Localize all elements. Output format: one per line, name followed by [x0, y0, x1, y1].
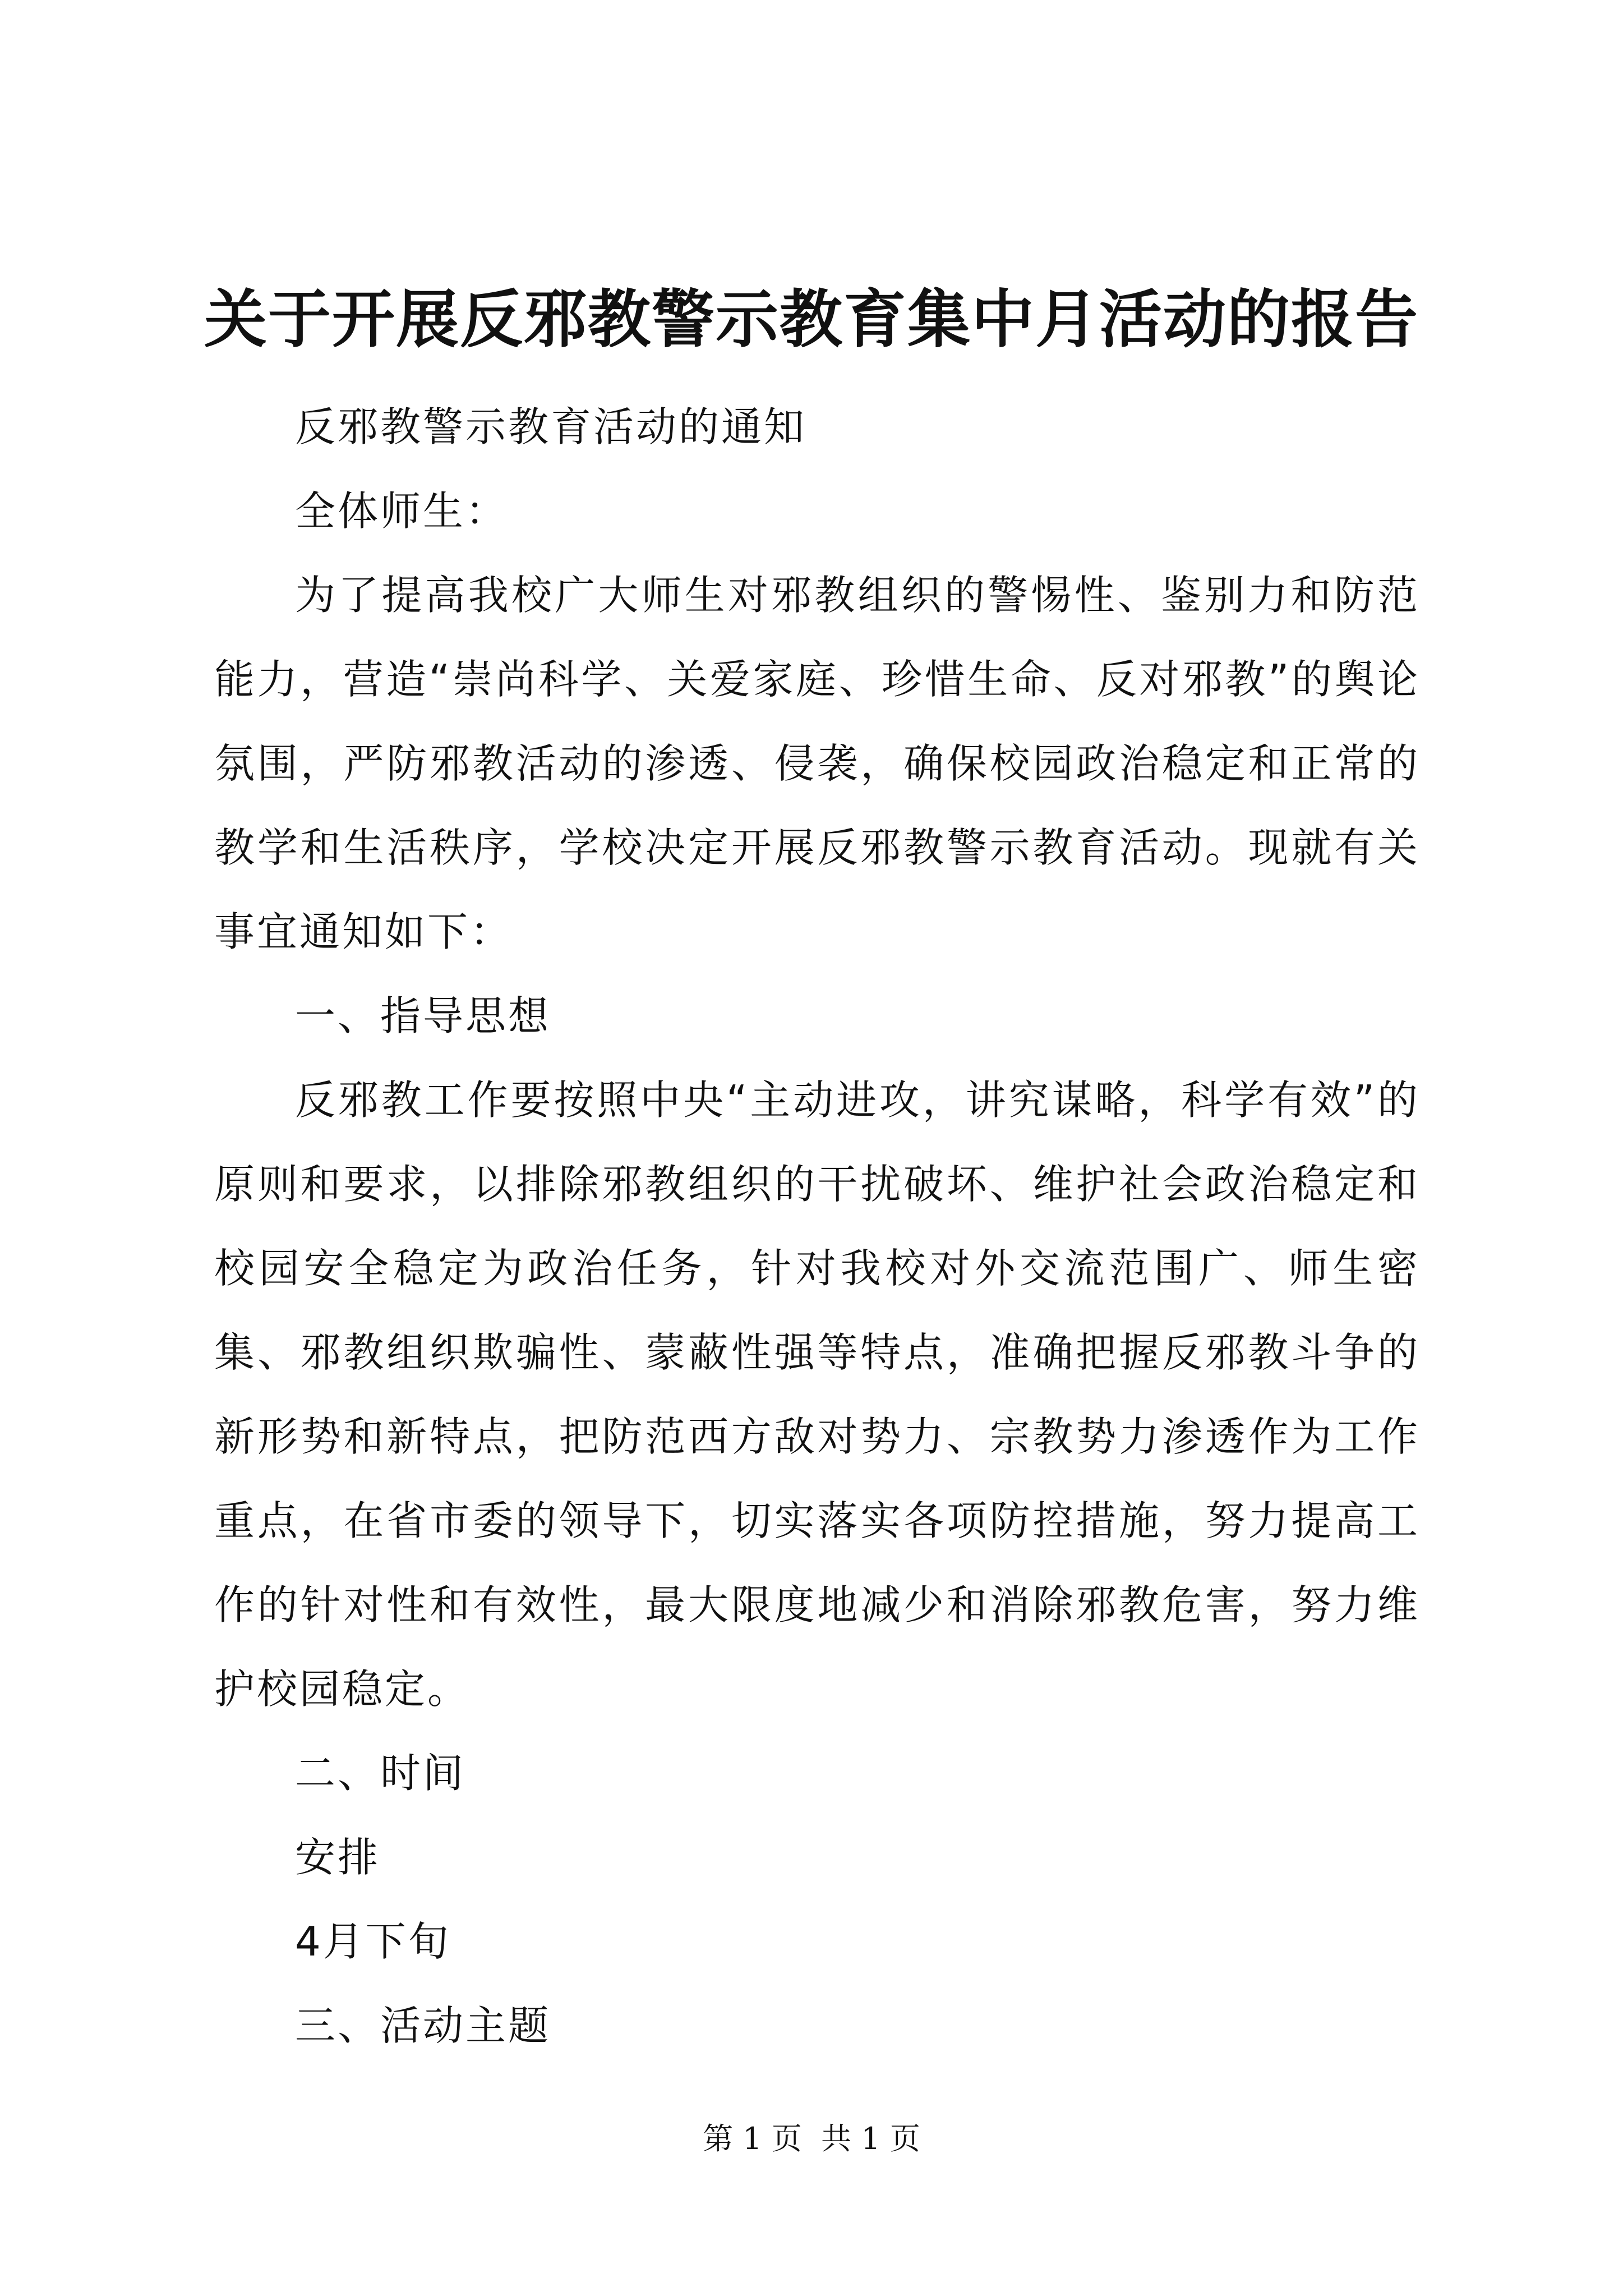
- heading-guiding-ideology: 一、指导思想: [295, 992, 551, 1039]
- page-number-label: 第 1 页 共 1 页: [703, 2121, 920, 2156]
- paragraph-guiding-ideology: 反邪教工作要按照中央“主动进攻，讲究谋略，科学有效”的原则和要求，以排除邪教组织的干扰破坏、维护社会政治稳定和校园安全稳定为政治任务，针对我校对外交流范围广、师生密集、邪教组织欺骗性、蒙蔽性强等特点，准确把握反邪教斗争的新形势和新特点，把防范西方敌对势力、宗教势力渗透作为工作重点，在省市委的领导下，切实落实各项防控措施，努力提高工作的针对性和有效性，最大限度地减少和消除邪教危害，努力维护校园稳定。: [214, 1076, 1420, 1713]
- document-title: 关于开展反邪教警示教育集中月活动的报告: [204, 283, 1419, 356]
- heading-activity-theme: 三、活动主题: [295, 2002, 551, 2049]
- paragraph-salutation: 全体师生：: [295, 487, 509, 535]
- page-footer: [0, 2119, 1623, 2159]
- paragraph-date: 4月下旬: [295, 1918, 451, 1965]
- document-body: [214, 385, 1420, 2068]
- paragraph-arrangement: 安排: [295, 1834, 381, 1881]
- paragraph-notice-title: 反邪教警示教育活动的通知: [295, 403, 807, 450]
- heading-time: 二、时间: [295, 1750, 466, 1797]
- paragraph-intro: 为了提高我校广大师生对邪教组织的警惕性、鉴别力和防范能力，营造“崇尚科学、关爱家庭、珍惜生命、反对邪教”的舆论氛围，严防邪教活动的渗透、侵袭，确保校园政治稳定和正常的教学和生活秩序，学校决定开展反邪教警示教育活动。现就有关事宜通知如下：: [214, 572, 1420, 955]
